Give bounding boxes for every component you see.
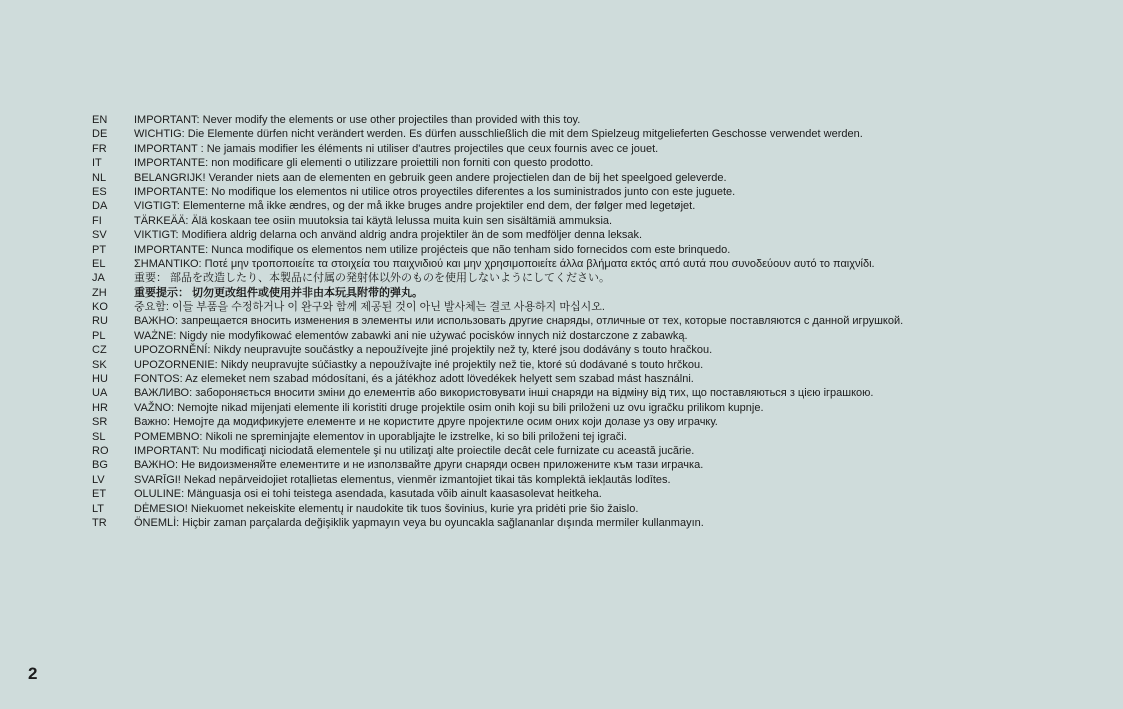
language-code: DE — [92, 128, 108, 141]
multilingual-warnings — [92, 113, 1102, 530]
language-code: UA — [92, 387, 108, 400]
warning-row-lt — [92, 502, 1102, 516]
warning-text: DĖMESIO! Niekuomet nekeiskite elementų ir naudokite tik tuos šovinius, kurie yra pridėti prie šio žaislo. — [134, 502, 639, 515]
warning-text: UPOZORNENIE: Nikdy neupravujte súčiastky a nepoužívajte iné projektily než tie, ktoré sú dodávané s touto hrčkou. — [134, 358, 704, 371]
language-code: HU — [92, 373, 108, 386]
warning-text: Важно: Немојте да модификујете елементе и не користите друге пројектиле осим оних који долазе уз ову играчку. — [134, 416, 718, 429]
warning-text: IMPORTANTE: Nunca modifique os elementos nem utilize projécteis que não tenham sido fornecidos com este brinquedo. — [134, 243, 731, 256]
warning-row-sv — [92, 228, 1102, 242]
warning-text: IMPORTANT: Never modify the elements or use other projectiles than provided with this toy. — [134, 114, 581, 126]
warning-text: ВАЖНО: запрещается вносить изменения в элементы или использовать другие снаряды, отличные от тех, которые поставляются с данной игрушкой. — [134, 315, 904, 328]
warning-text: IMPORTANTE: non modificare gli elementi o utilizzare proiettili non forniti con questo prodotto. — [134, 157, 594, 170]
language-code: ES — [92, 185, 107, 198]
warning-text: 重要提示： 切勿更改组件或使用并非由本玩具附带的弹丸。 — [134, 286, 424, 299]
language-code: IT — [92, 157, 102, 170]
warning-row-lv — [92, 473, 1102, 487]
language-code: TR — [92, 516, 107, 529]
warning-text: POMEMBNO: Nikoli ne spreminjajte elementov in uporabljajte le izstrelke, ki so bili priloženi tej igrači. — [134, 430, 627, 443]
warning-text: OLULINE: Mänguasja osi ei tohi teistega asendada, kasutada võib ainult kaasasolevat heitkeha. — [134, 488, 602, 501]
language-code: FR — [92, 142, 107, 155]
warning-row-fi — [92, 214, 1102, 228]
warning-text: IMPORTANT : Ne jamais modifier les éléments ni utiliser d'autres projectiles que ceux fournis avec ce jouet. — [134, 142, 659, 155]
language-code: JA — [92, 272, 105, 285]
warning-row-cz — [92, 343, 1102, 357]
language-code: EL — [92, 257, 106, 270]
warning-text: 중요함: 이들 부품을 수정하거나 이 완구와 함께 제공된 것이 아닌 발사체는 결코 사용하지 마십시오. — [134, 301, 605, 314]
warning-text: 重要： 部品を改造したり、本製品に付属の発射体以外のものを使用しないようにしてください。 — [134, 272, 611, 285]
language-code: BG — [92, 459, 108, 472]
warning-text: BELANGRIJK! Verander niets aan de elementen en gebruik geen andere projectielen dan de bij het speelgoed geleverde. — [134, 171, 727, 184]
warning-text: ВАЖНО: Не видоизменяйте елементите и не използвайте други снаряди освен приложените към тази играчка. — [134, 459, 704, 472]
warning-row-zh — [92, 286, 1102, 300]
warning-row-ro — [92, 444, 1102, 458]
language-code: KO — [92, 301, 108, 314]
warning-text: VIGTIGT: Elementerne må ikke ændres, og der må ikke bruges andre projektiler end dem, der følger med legetøjet. — [134, 200, 696, 213]
warning-row-de — [92, 127, 1102, 141]
warning-text: VAŽNO: Nemojte nikad mijenjati elemente ili koristiti druge projektile osim onih koji su bili priloženi uz ovu igračku prilikom kupnje. — [134, 401, 764, 414]
warning-row-ja — [92, 271, 1102, 285]
warning-text: IMPORTANT: Nu modificaţi niciodată elementele şi nu utilizaţi alte proiectile decât cele furnizate cu această jucărie. — [134, 444, 695, 457]
warning-text: FONTOS: Az elemeket nem szabad módosítani, és a játékhoz adott lövedékek helyett sem szabad mást használni. — [134, 373, 694, 386]
language-code: DA — [92, 200, 108, 213]
language-code: PL — [92, 329, 106, 342]
language-code: SR — [92, 416, 108, 429]
warning-text: ВАЖЛИВО: забороняється вносити зміни до елементів або використовувати інші снаряди на відміну від тих, що поставляються з цією іграшкою. — [134, 387, 874, 400]
warning-row-et — [92, 487, 1102, 501]
warning-row-it — [92, 156, 1102, 170]
warning-row-da — [92, 199, 1102, 213]
warning-row-ko — [92, 300, 1102, 314]
language-code: SV — [92, 229, 107, 242]
warning-text: SVARĪGI! Nekad nepārveidojiet rotaļlietas elementus, vienmēr izmantojiet tikai tās komplektā iekļautās lodītes. — [134, 473, 671, 486]
warning-row-nl — [92, 171, 1102, 185]
language-code: ZH — [92, 286, 107, 299]
language-code: FI — [92, 214, 102, 227]
warning-row-tr — [92, 516, 1102, 530]
warning-row-pt — [92, 243, 1102, 257]
warning-text: VIKTIGT: Modifiera aldrig delarna och använd aldrig andra projektiler än de som medföljer denna leksak. — [134, 229, 643, 242]
language-code: RU — [92, 315, 108, 328]
warning-text: TÄRKEÄÄ: Älä koskaan tee osiin muutoksia tai käytä lelussa muita kuin sen sisältämiä ammuksia. — [134, 214, 613, 227]
warning-row-en — [92, 113, 1102, 127]
language-code: NL — [92, 171, 107, 184]
warning-row-hu — [92, 372, 1102, 386]
warning-row-sl — [92, 430, 1102, 444]
warning-row-el — [92, 257, 1102, 271]
warning-text: ÖNEMLİ: Hiçbir zaman parçalarda değişiklik yapmayın veya bu oyuncakla sağlananlar dışında mermiler kullanmayın. — [134, 516, 704, 529]
warning-row-ua — [92, 386, 1102, 400]
warning-row-bg — [92, 458, 1102, 472]
page-number: 2 — [28, 664, 38, 683]
language-code: HR — [92, 401, 108, 414]
language-code: LV — [92, 473, 105, 486]
warning-row-ru — [92, 314, 1102, 328]
language-code: PT — [92, 243, 107, 256]
language-code: ET — [92, 488, 107, 501]
warning-row-fr — [92, 142, 1102, 156]
language-code: LT — [92, 502, 105, 515]
language-code: EN — [92, 114, 108, 126]
language-code: SL — [92, 430, 106, 443]
warning-row-hr — [92, 401, 1102, 415]
warning-row-pl — [92, 329, 1102, 343]
warning-row-es — [92, 185, 1102, 199]
warning-row-sr — [92, 415, 1102, 429]
warning-text: UPOZORNĚNÍ: Nikdy neupravujte součástky a nepoužívejte jiné projektily než ty, které jsou dodávány s touto hračkou. — [134, 344, 713, 357]
warning-text: ΣΗΜΑΝΤΙΚΟ: Ποτέ μην τροποποιείτε τα στοιχεία του παιχνιδιού και μην χρησιμοποιείτε άλλα βλήματα εκτός από αυτά που συνοδεύουν αυτό το παιχνίδι. — [134, 257, 875, 270]
language-code: CZ — [92, 344, 107, 357]
language-code: SK — [92, 358, 107, 371]
warning-text: WICHTIG: Die Elemente dürfen nicht verändert werden. Es dürfen ausschließlich die mit dem Spielzeug mitgelieferten Geschosse verwendet werden. — [134, 128, 863, 141]
warning-text: WAŻNE: Nigdy nie modyfikować elementów zabawki ani nie używać pocisków innych niż dostarczone z zabawką. — [134, 329, 688, 342]
language-code: RO — [92, 444, 109, 457]
warning-text: IMPORTANTE: No modifique los elementos ni utilice otros proyectiles diferentes a los suministrados junto con este juguete. — [134, 185, 736, 198]
warning-row-sk — [92, 358, 1102, 372]
